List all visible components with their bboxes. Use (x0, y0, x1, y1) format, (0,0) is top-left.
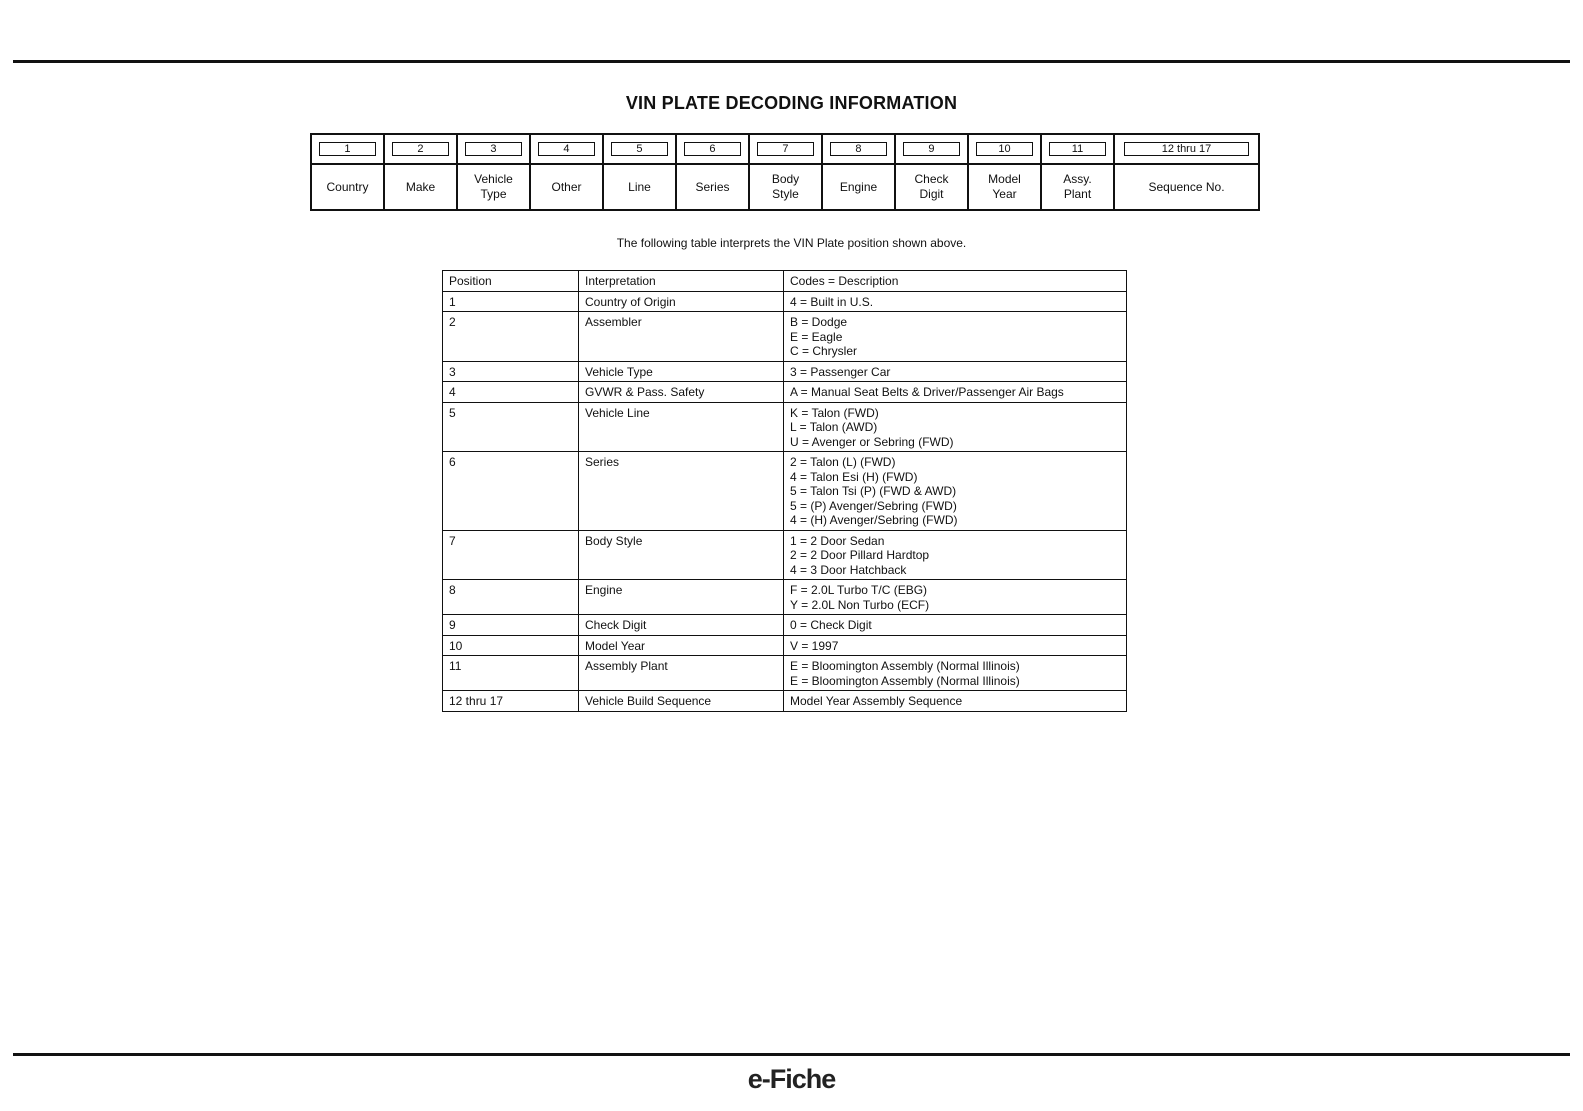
vin-position-number: 12 thru 17 (1124, 142, 1250, 156)
vin-label-cell: Line (603, 164, 676, 210)
page-title: VIN PLATE DECODING INFORMATION (625, 93, 958, 113)
table-row (443, 691, 1127, 712)
table-row (443, 635, 1127, 656)
interpretation-cell: Model Year (579, 635, 784, 656)
vin-position-cell (530, 134, 603, 164)
vin-position-number: 9 (903, 142, 960, 156)
vin-decode-table (442, 270, 1127, 712)
codes-cell: B = Dodge E = Eagle C = Chrysler (784, 312, 1127, 362)
interpretation-cell: Series (579, 452, 784, 531)
interpretation-cell: Engine (579, 580, 784, 615)
interpretation-cell: Assembler (579, 312, 784, 362)
table-row (443, 312, 1127, 362)
vin-position-cell (895, 134, 968, 164)
table-header-row (443, 271, 1127, 292)
table-row (443, 291, 1127, 312)
vin-position-cell (676, 134, 749, 164)
vin-position-cell (457, 134, 530, 164)
codes-cell: K = Talon (FWD) L = Talon (AWD) U = Avenger or Sebring (FWD) (784, 402, 1127, 452)
table-row (443, 530, 1127, 580)
vin-label-row (311, 164, 1259, 210)
codes-cell: E = Bloomington Assembly (Normal Illinois) E = Bloomington Assembly (Normal Illinois) (784, 656, 1127, 691)
vin-position-cell (822, 134, 895, 164)
table-row (443, 361, 1127, 382)
vin-label-cell: Assy. Plant (1041, 164, 1114, 210)
interpretation-cell: Assembly Plant (579, 656, 784, 691)
position-cell: 2 (443, 312, 579, 362)
position-cell: 5 (443, 402, 579, 452)
vin-position-number: 5 (611, 142, 668, 156)
vin-label-cell: Vehicle Type (457, 164, 530, 210)
vin-position-row (311, 134, 1259, 164)
vin-position-cell (384, 134, 457, 164)
interpretation-cell: Country of Origin (579, 291, 784, 312)
codes-cell: 1 = 2 Door Sedan 2 = 2 Door Pillard Hardtop 4 = 3 Door Hatchback (784, 530, 1127, 580)
vin-position-cell (1041, 134, 1114, 164)
vin-position-number: 2 (392, 142, 449, 156)
top-rule (13, 60, 1570, 63)
position-cell: 10 (443, 635, 579, 656)
vin-position-number: 10 (976, 142, 1033, 156)
header-interpretation: Interpretation (579, 271, 784, 292)
vin-label-cell: Model Year (968, 164, 1041, 210)
header-position: Position (443, 271, 579, 292)
efiche-logo: e-Fiche (747, 1064, 836, 1094)
vin-label-cell: Series (676, 164, 749, 210)
vin-position-cell (311, 134, 384, 164)
header-codes-description: Codes = Description (784, 271, 1127, 292)
vin-label-cell: Other (530, 164, 603, 210)
codes-cell: Model Year Assembly Sequence (784, 691, 1127, 712)
vin-position-number: 1 (319, 142, 376, 156)
interpretation-cell: Vehicle Line (579, 402, 784, 452)
table-row (443, 656, 1127, 691)
position-cell: 3 (443, 361, 579, 382)
interpretation-cell: Check Digit (579, 615, 784, 636)
table-row (443, 615, 1127, 636)
position-cell: 11 (443, 656, 579, 691)
vin-label-cell: Engine (822, 164, 895, 210)
vin-label-cell: Check Digit (895, 164, 968, 210)
table-row (443, 452, 1127, 531)
position-cell: 1 (443, 291, 579, 312)
codes-cell: 4 = Built in U.S. (784, 291, 1127, 312)
interpretation-cell: Vehicle Type (579, 361, 784, 382)
vin-position-cell (749, 134, 822, 164)
vin-plate-diagram (310, 133, 1260, 211)
vin-label-cell: Make (384, 164, 457, 210)
interpretation-cell: Vehicle Build Sequence (579, 691, 784, 712)
table-caption: The following table interprets the VIN Plate position shown above. (616, 236, 967, 250)
position-cell: 9 (443, 615, 579, 636)
codes-cell: 2 = Talon (L) (FWD) 4 = Talon Esi (H) (FWD) 5 = Talon Tsi (P) (FWD & AWD) 5 = (P) Avenger/Sebring (FWD) 4 = (H) Avenger/Sebring (FWD) (784, 452, 1127, 531)
vin-position-number: 7 (757, 142, 814, 156)
codes-cell: F = 2.0L Turbo T/C (EBG) Y = 2.0L Non Turbo (ECF) (784, 580, 1127, 615)
codes-cell: 0 = Check Digit (784, 615, 1127, 636)
vin-position-cell (968, 134, 1041, 164)
vin-label-cell: Body Style (749, 164, 822, 210)
vin-position-number: 8 (830, 142, 887, 156)
bottom-rule (13, 1053, 1570, 1056)
vin-position-cell (603, 134, 676, 164)
vin-label-cell: Sequence No. (1114, 164, 1259, 210)
table-row (443, 402, 1127, 452)
interpretation-cell: Body Style (579, 530, 784, 580)
vin-position-cell (1114, 134, 1259, 164)
codes-cell: 3 = Passenger Car (784, 361, 1127, 382)
vin-position-number: 3 (465, 142, 522, 156)
codes-cell: V = 1997 (784, 635, 1127, 656)
vin-position-number: 4 (538, 142, 595, 156)
codes-cell: A = Manual Seat Belts & Driver/Passenger Air Bags (784, 382, 1127, 403)
table-row (443, 580, 1127, 615)
position-cell: 7 (443, 530, 579, 580)
position-cell: 8 (443, 580, 579, 615)
position-cell: 12 thru 17 (443, 691, 579, 712)
vin-label-cell: Country (311, 164, 384, 210)
position-cell: 6 (443, 452, 579, 531)
vin-position-number: 11 (1049, 142, 1106, 156)
table-row (443, 382, 1127, 403)
interpretation-cell: GVWR & Pass. Safety (579, 382, 784, 403)
position-cell: 4 (443, 382, 579, 403)
vin-position-number: 6 (684, 142, 741, 156)
